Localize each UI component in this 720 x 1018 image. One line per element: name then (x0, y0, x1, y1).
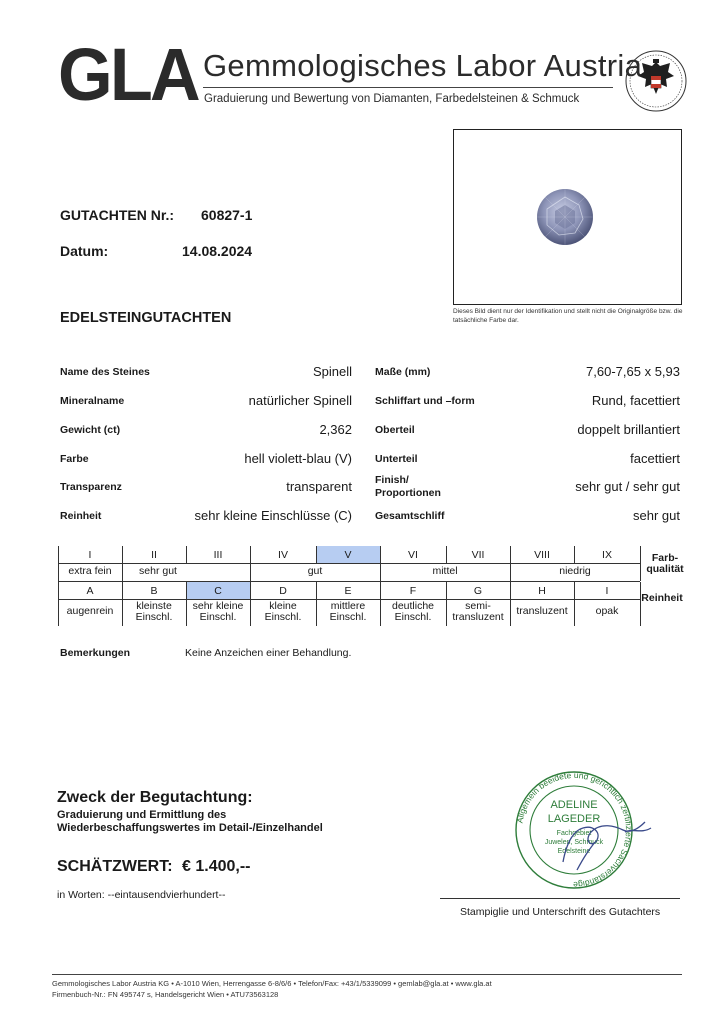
purpose-title: Zweck der Begutachtung: (57, 789, 253, 806)
detail-value: sehr kleine Einschlüsse (C) (194, 508, 352, 523)
clarity-title: Reinheit (641, 592, 683, 604)
clarity-grade: C (214, 585, 222, 597)
color-grade: IV (278, 549, 288, 561)
lab-name: Gemmologisches Labor Austria (203, 48, 643, 83)
clarity-description: deutliche Einschl. (391, 600, 435, 623)
clarity-grade: E (344, 585, 352, 597)
clarity-grade: F (409, 585, 417, 597)
color-grade: VII (471, 549, 485, 561)
clarity-description: kleine Einschl. (264, 600, 302, 623)
detail-label: Gesamtschliff (375, 510, 445, 522)
detail-label: Reinheit (60, 510, 102, 522)
clarity-description: augenrein (66, 605, 114, 617)
detail-label: Oberteil (375, 424, 415, 436)
valuation-label: SCHÄTZWERT: (57, 858, 173, 875)
remarks-text: Keine Anzeichen einer Behandlung. (185, 647, 352, 659)
detail-label: Name des Steines (60, 366, 150, 378)
color-grade: V (344, 549, 352, 561)
detail-label: Unterteil (375, 453, 418, 465)
footer-registry: Firmenbuch-Nr.: FN 495747 s, Handelsgericht Wien • ATU73563128 (52, 990, 279, 999)
color-description: niedrig (559, 565, 591, 577)
color-grade: IX (602, 549, 612, 561)
valuation-in-words: in Worten: --eintausendvierhundert-- (57, 889, 226, 901)
remarks-label: Bemerkungen (60, 647, 131, 659)
detail-label: Gewicht (ct) (60, 424, 121, 436)
detail-value: 2,362 (319, 422, 352, 437)
detail-value: facettiert (630, 451, 680, 466)
certificate-date: 14.08.2024 (182, 243, 253, 259)
footer-address: Gemmologisches Labor Austria KG • A-1010 Wien, Herrengasse 6-8/6/6 • Telefon/Fax: +43/1/5339099 • gemlab@gla.at • www.gla.at (52, 979, 492, 988)
clarity-description: mittlere Einschl. (329, 600, 367, 623)
scale-divider (640, 582, 641, 626)
clarity-description: semi- transluzent (452, 600, 504, 623)
date-label: Datum: (60, 243, 109, 259)
color-quality-title: Farb- qualität (646, 552, 684, 575)
detail-value: hell violett-blau (V) (244, 451, 352, 466)
detail-label: Mineralname (60, 395, 125, 407)
valuation-amount: € 1.400,-- (182, 858, 251, 875)
photo-disclaimer: Dieses Bild dient nur der Identifikation und stellt nicht die Originalgröße bzw. die tatsächliche Farbe dar. (453, 308, 683, 324)
stamp-field-2: Edelsteine (557, 848, 591, 855)
certificate-number: 60827-1 (201, 207, 253, 223)
footer-rule (52, 974, 682, 975)
detail-value: 7,60-7,65 x 5,93 (586, 364, 680, 379)
clarity-grade: H (538, 585, 546, 597)
color-description: gut (307, 565, 323, 577)
certificate-number-label: GUTACHTEN Nr.: (60, 207, 175, 223)
clarity-description: kleinste Einschl. (135, 600, 173, 623)
color-grade: III (213, 549, 223, 561)
stamp-field-1: Juwelen, Schmuck (544, 839, 604, 846)
clarity-grade: G (473, 585, 483, 597)
clarity-description: transluzent (516, 605, 568, 617)
gemstone-photo (535, 187, 595, 247)
stamp-field-label: Fachgebiet (556, 830, 592, 837)
color-description: extra fein (68, 565, 112, 577)
color-grade: II (151, 549, 157, 561)
color-grade: VI (408, 549, 418, 561)
clarity-grade: B (150, 585, 158, 597)
lab-subtitle: Graduierung und Bewertung von Diamanten, Farbedelsteinen & Schmuck (204, 93, 580, 105)
signature-caption: Stampiglie und Unterschrift des Gutachters (460, 906, 661, 918)
clarity-grade: A (86, 585, 94, 597)
detail-value: sehr gut (633, 508, 680, 523)
clarity-description: sehr kleine Einschl. (192, 600, 244, 623)
expert-stamp (505, 770, 675, 890)
stamp-name-last: LAGEDER (547, 813, 601, 825)
detail-label: Finish/ Proportionen (375, 474, 441, 499)
detail-value: doppelt brillantiert (577, 422, 680, 437)
detail-value: sehr gut / sehr gut (575, 479, 680, 494)
certificate-type: EDELSTEINGUTACHTEN (60, 310, 232, 326)
header-rule (203, 87, 613, 88)
clarity-grade: D (279, 585, 287, 597)
detail-label: Maße (mm) (375, 366, 431, 378)
color-description: sehr gut (139, 565, 177, 577)
purpose-line-1: Graduierung und Ermittlung des (57, 809, 227, 821)
gla-logo: GLA (58, 33, 198, 116)
detail-value: transparent (286, 479, 352, 494)
color-grade: VIII (534, 549, 550, 561)
austrian-eagle-seal-icon (624, 48, 688, 114)
signature-line (440, 898, 680, 899)
clarity-description: opak (595, 605, 619, 617)
detail-label: Transparenz (60, 481, 122, 493)
detail-value: natürlicher Spinell (248, 393, 352, 408)
detail-value: Rund, facettiert (591, 393, 680, 408)
stamp-name-first: ADELINE (550, 799, 598, 811)
detail-value: Spinell (312, 364, 352, 379)
stamp-ring-text: Allgemein beeidete und gerichtlich zertifizierte Sachverständige (514, 770, 635, 890)
scale-rule (58, 563, 640, 564)
color-description: mittel (432, 565, 458, 577)
color-grade: I (88, 549, 92, 561)
purpose-line-2: Wiederbeschaffungswertes im Detail-/Einzelhandel (57, 822, 323, 834)
detail-label: Schliffart und –form (375, 395, 475, 407)
clarity-grade: I (605, 585, 609, 597)
scale-rule (58, 581, 640, 582)
detail-label: Farbe (60, 453, 89, 465)
